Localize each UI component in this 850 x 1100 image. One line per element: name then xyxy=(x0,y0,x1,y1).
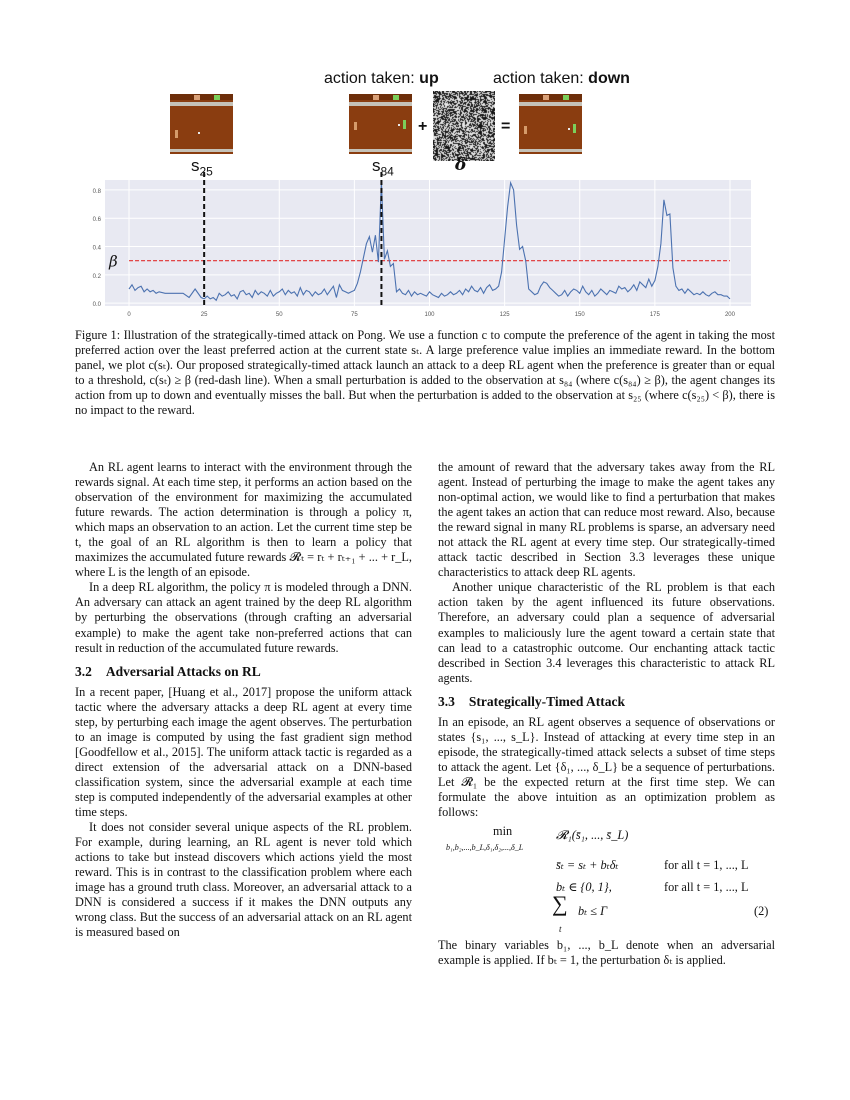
section-heading-3-2 xyxy=(75,664,412,679)
x-tick-label: 150 xyxy=(574,312,585,318)
eq-constraint-1-condition: for all t = 1, ..., L xyxy=(664,858,749,873)
score-left xyxy=(373,95,379,100)
equation-2 xyxy=(438,820,775,938)
paragraph: It does not consider several unique aspects of the RL problem. For example, during learning, an RL agent is never told which actions to take but instead discovers which actions yield the most reward. This is in contrast to the classification problem where each image has a ground truth class. Moreover, an adversarial attack to a DNN is considered a success if it makes the DNN outputs any wrong class. But the success of an adversarial attack on an RL agent is measured based on xyxy=(75,820,412,940)
section-number: 3.2 xyxy=(75,663,92,679)
paddle-left xyxy=(524,126,527,134)
eq-constraint-1: s̄ₜ = sₜ + bₜδₜ xyxy=(556,858,619,873)
action-up-label xyxy=(324,70,439,88)
pong-frame-s84 xyxy=(349,94,412,154)
x-tick-label: 0 xyxy=(127,312,131,318)
wall-bottom xyxy=(349,149,412,152)
x-tick-label: 25 xyxy=(200,312,208,318)
eq-constraint-2: bₜ ∈ {0, 1}, xyxy=(556,880,612,895)
eq-constraint-3: bₜ ≤ Γ xyxy=(578,904,608,919)
y-tick-label: 0.0 xyxy=(92,302,101,309)
plus-sign: + xyxy=(418,118,428,135)
caption-label: Figure 1: xyxy=(75,328,121,342)
section-title: Adversarial Attacks on RL xyxy=(105,663,261,679)
preference-chart xyxy=(92,176,761,322)
action-up-word: up xyxy=(419,70,439,87)
action-down-prefix: action taken: xyxy=(493,70,589,87)
delta-label: δ xyxy=(455,155,467,175)
pong-frame-perturbed xyxy=(519,94,582,154)
wall-top xyxy=(519,102,582,106)
eq-min-subscript: b₁,b₂,...,b_L,δ₁,δ₂,...,δ_L xyxy=(446,843,524,853)
section-heading-3-3 xyxy=(438,694,775,709)
y-tick-label: 0.4 xyxy=(92,245,101,252)
state-s84-subscript: 84 xyxy=(380,164,394,179)
right-column xyxy=(438,460,775,968)
state-s84-letter: s xyxy=(372,156,381,175)
figure-caption xyxy=(75,328,775,418)
x-tick-label: 100 xyxy=(424,312,435,318)
wall-bottom xyxy=(519,149,582,152)
beta-label: β xyxy=(109,252,118,271)
ball xyxy=(398,124,400,126)
eq-objective: 𝓡₁(s̄₁, ..., s̄_L) xyxy=(556,828,629,843)
ball xyxy=(568,128,570,130)
score-right xyxy=(563,95,569,100)
eq-constraint-2-condition: for all t = 1, ..., L xyxy=(664,880,749,895)
score-left xyxy=(543,95,549,100)
eq-sum-subscript: t xyxy=(559,924,562,935)
plot-background xyxy=(105,180,751,306)
paragraph: In a deep RL algorithm, the policy π is modeled through a DNN. An adversary can attack an agent trained by the deep RL algorithm by perturbing the observations (through crafting an adversarial example) to make the agent take non-preferred actions that can result in reduction of the accumulated future rewards. xyxy=(75,580,412,655)
paddle-right xyxy=(403,120,406,129)
paragraph: Another unique characteristic of the RL problem is that each action taken by the agent influenced its future observations. Therefore, an adversary could plan a sequence of adversarial examples to maliciously lure the agent toward a certain state that can lead to a catastrophic outcome. Our enchanting attack tactic described in Section 3.4 leverages this characteristic to attack RL agents. xyxy=(438,580,775,685)
x-tick-label: 50 xyxy=(275,312,283,318)
figure-1 xyxy=(0,0,850,320)
score-left xyxy=(194,95,200,100)
x-tick-label: 75 xyxy=(351,312,358,318)
eq-min: min xyxy=(493,824,513,839)
paragraph: In a recent paper, [Huang et al., 2017] propose the uniform attack tactic where the adversary attacks a deep RL agent at every time step, by perturbing each image the agent observes. The perturbation to an image is computed by using the fast gradient sign method [Goodfellow et al., 2015]. The uniform attack tactic is regarded as a direct extension of the adversarial attack on a DNN-based classification system, since the adversarial example at each time step is computed independently of the adversarial examples at other time steps. xyxy=(75,684,412,820)
x-tick-label: 175 xyxy=(649,312,660,318)
score-right xyxy=(214,95,220,100)
eq-sum-symbol: ∑ xyxy=(552,891,568,917)
left-column xyxy=(75,460,412,940)
state-s25-letter: s xyxy=(191,156,200,175)
section-number: 3.3 xyxy=(438,693,455,709)
paragraph: In an episode, an RL agent observes a sequence of observations or states {s₁, ..., s_L}. Instead of attacking at every time step in an episode, the strategically-timed attack selects a subset of time steps to attack the agent. Let {δ₁, ..., δ_L} be a sequence of perturbations. Let 𝓡₁ be the expected return at the first time step. We can formulate the above intuition as an optimization problem as follows: xyxy=(438,714,775,820)
wall-top xyxy=(170,102,233,106)
wall-bottom xyxy=(170,149,233,152)
action-up-prefix: action taken: xyxy=(324,70,420,87)
paragraph: The binary variables b₁, ..., b_L denote when an adversarial example is applied. If bₜ = 1, the perturbation δₜ is applied. xyxy=(438,938,775,968)
paddle-left xyxy=(175,130,178,138)
action-down-label xyxy=(493,70,630,88)
pong-frame-s25 xyxy=(170,94,233,154)
y-tick-label: 0.6 xyxy=(92,217,101,224)
score-right xyxy=(393,95,399,100)
paddle-left xyxy=(354,122,357,130)
ball xyxy=(198,132,200,134)
x-tick-label: 200 xyxy=(724,312,735,318)
state-s25-subscript: 25 xyxy=(199,164,213,179)
y-tick-label: 0.8 xyxy=(92,188,101,195)
wall-top xyxy=(349,102,412,106)
paddle-right xyxy=(573,124,576,133)
paragraph: An RL agent learns to interact with the environment through the rewards signal. At each time step, it performs an action based on the observation of the environment for maximizing the accumulated future rewards. The action determination is through a policy π, which maps an observation to an action. Let the current time step be t, the goal of an RL algorithm is then to learn a policy that maximizes the accumulated future rewards 𝓡ₜ = rₜ + rₜ₊₁ + ... + r_L, where L is the length of an episode. xyxy=(75,460,412,580)
x-tick-label: 125 xyxy=(499,312,510,318)
eq-number: (2) xyxy=(754,904,769,919)
y-tick-label: 0.2 xyxy=(92,273,101,280)
equals-sign: = xyxy=(501,118,511,135)
perturbation-noise-image xyxy=(433,91,495,161)
paragraph: the amount of reward that the adversary takes away from the RL agent. Instead of perturbing the image to make the agent takes any non-optimal action, we would like to find a perturbation that makes the agent takes an action that can reduce most reward. Also, because the reward signal in many RL problems is sparse, an adversary need not attack the RL agent at every time step. Our strategically-timed attack tactic described in Section 3.3 leverages these unique characteristics to attack deep RL agents. xyxy=(438,460,775,580)
section-title: Strategically-Timed Attack xyxy=(468,693,625,709)
caption-text: Illustration of the strategically-timed attack on Pong. We use a function c to compute the preference of the agent in taking the most preferred action over the least preferred action at the current state sₜ. A large preference value implies an immediate reward. In the bottom panel, we plot c(sₜ). Our proposed strategically-timed attack launch an attack to a deep RL agent when the preference is greater than or equal to a threshold, c(sₜ) ≥ β (red-dash line). When a small perturbation is added to the observation at s₈₄ (where c(s₈₄) ≥ β), the agent changes its action from up to down and eventually misses the ball. But when the perturbation is added to the observation at s₂₅ (where c(s₂₅) < β), there is no impact to the reward. xyxy=(75,328,775,417)
action-down-word: down xyxy=(588,70,630,87)
